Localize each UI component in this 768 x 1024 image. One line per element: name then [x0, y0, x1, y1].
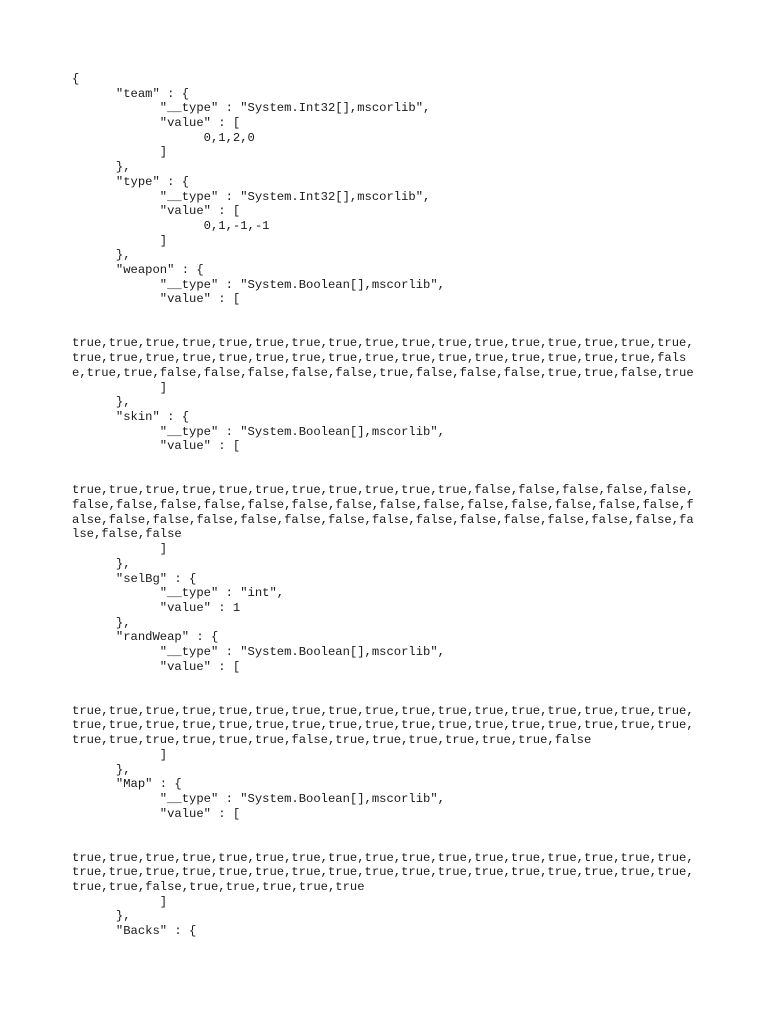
code-line: },	[72, 762, 131, 777]
code-line-skin-key: "skin" : {	[72, 409, 190, 424]
code-line-backs-key: "Backs" : {	[72, 924, 197, 939]
code-line-type-values: 0,1,-1,-1	[72, 218, 270, 233]
weapon-values-block: true,true,true,true,true,true,true,true,true,true,true,true,true,true,true,true,true,true,true,true,true,true,true,true,true,true,true,true,true,true,true,true,true,false,true,true,false,false,false,false,false,true,false,false,false,true,true,false,true	[72, 336, 694, 380]
code-line-selbg-key: "selBg" : {	[72, 571, 197, 586]
code-line: "__type" : "int",	[72, 586, 285, 601]
code-line: "value" : [	[72, 806, 241, 821]
code-line-randweap-key: "randWeap" : {	[72, 630, 219, 645]
randweap-values-block: true,true,true,true,true,true,true,true,true,true,true,true,true,true,true,true,true,true,true,true,true,true,true,true,true,true,true,true,true,true,true,true,true,true,true,true,true,true,true,true,false,true,true,true,true,true,true,false	[72, 703, 694, 748]
blank-gap	[72, 674, 698, 703]
skin-values-block: true,true,true,true,true,true,true,true,true,true,true,false,false,false,false,false,false,false,false,false,false,false,false,false,false,false,false,false,false,false,false,false,false,false,false,false,false,false,false,false,false,false,false,false,false,false,false	[72, 483, 694, 542]
code-line: ]	[72, 894, 168, 909]
code-line-team-key: "team" : {	[72, 86, 190, 101]
code-line-selbg-value: "value" : 1	[72, 600, 241, 615]
code-line: },	[72, 909, 131, 924]
json-document	[72, 72, 698, 939]
code-line: "__type" : "System.Boolean[],mscorlib",	[72, 791, 445, 806]
blank-gap	[72, 307, 698, 336]
code-line-type-key: "type" : {	[72, 174, 190, 189]
code-line: },	[72, 615, 131, 630]
map-values-block: true,true,true,true,true,true,true,true,true,true,true,true,true,true,true,true,true,true,true,true,true,true,true,true,true,true,true,true,true,true,true,true,true,true,true,true,false,true,true,true,true,true	[72, 850, 694, 895]
code-line: "value" : [	[72, 292, 241, 307]
code-line: "__type" : "System.Boolean[],mscorlib",	[72, 644, 445, 659]
code-line: "__type" : "System.Int32[],mscorlib",	[72, 101, 431, 116]
code-line: {	[72, 72, 80, 86]
code-line: },	[72, 395, 131, 410]
code-line: "value" : [	[72, 116, 241, 131]
code-line-team-values: 0,1,2,0	[72, 130, 255, 145]
code-line: ]	[72, 233, 168, 248]
code-line-map-key: "Map" : {	[72, 777, 182, 792]
code-line-weapon-key: "weapon" : {	[72, 262, 204, 277]
blank-gap	[72, 821, 698, 850]
code-line: },	[72, 556, 131, 571]
code-line: },	[72, 160, 131, 175]
blank-gap	[72, 454, 698, 483]
code-line: "value" : [	[72, 204, 241, 219]
code-line: ]	[72, 380, 168, 395]
code-line: "value" : [	[72, 659, 241, 674]
code-line: "value" : [	[72, 439, 241, 454]
code-line: "__type" : "System.Boolean[],mscorlib",	[72, 277, 445, 292]
code-line: ]	[72, 145, 168, 160]
code-line: "__type" : "System.Int32[],mscorlib",	[72, 189, 431, 204]
code-line: ]	[72, 747, 168, 762]
code-line: "__type" : "System.Boolean[],mscorlib",	[72, 424, 445, 439]
code-line: ]	[72, 542, 168, 557]
code-line: },	[72, 248, 131, 263]
